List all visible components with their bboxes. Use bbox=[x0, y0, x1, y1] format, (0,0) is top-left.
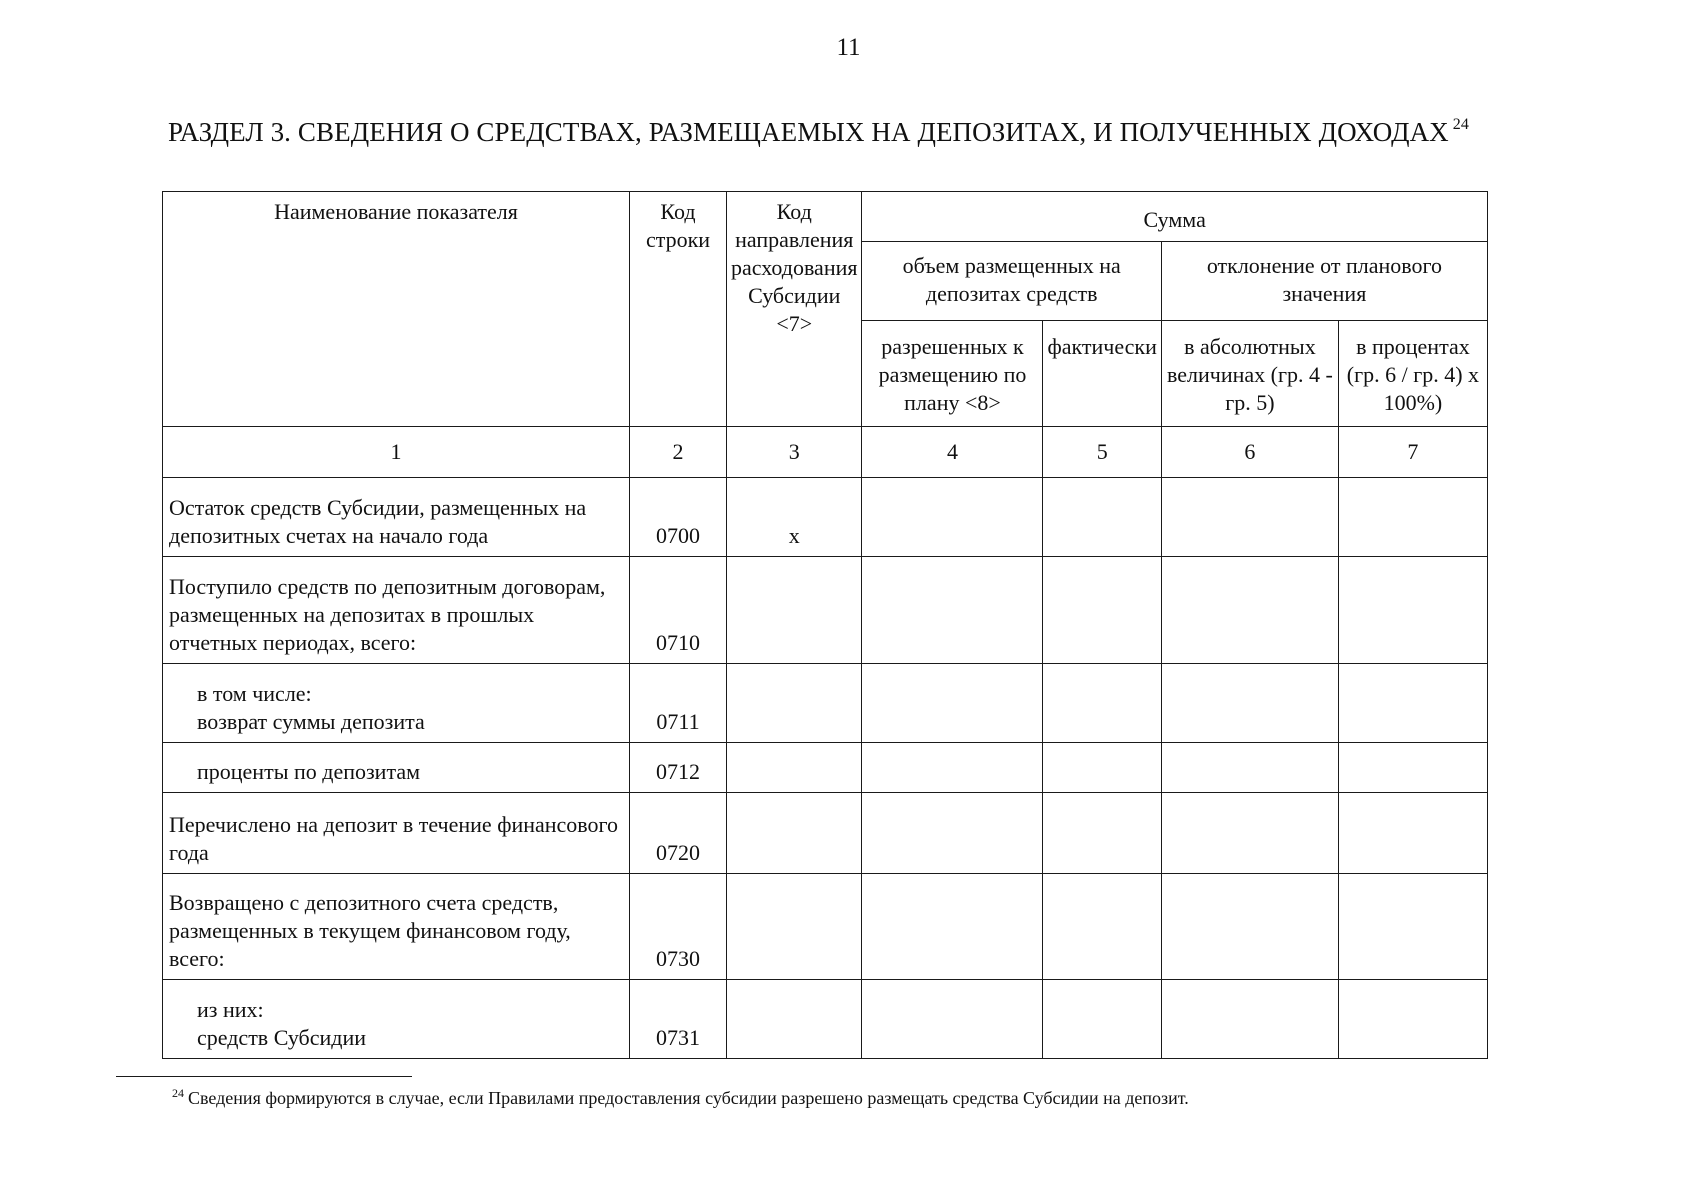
table-row bbox=[163, 874, 1488, 980]
row-name: Поступило средств по депозитным договорам, размещенных на депозитах в прошлых отчетных периодах, всего: bbox=[163, 557, 630, 664]
row-code: 0711 bbox=[630, 664, 727, 743]
table-row bbox=[163, 557, 1488, 664]
column-number-row bbox=[163, 427, 1488, 478]
table-row bbox=[163, 664, 1488, 743]
cell-absolute bbox=[1161, 557, 1338, 664]
footnote-mark: 24 bbox=[172, 1086, 184, 1100]
cell-percent bbox=[1338, 874, 1487, 980]
row-direction bbox=[727, 874, 862, 980]
section-title bbox=[168, 116, 1568, 148]
column-number: 5 bbox=[1043, 427, 1161, 478]
table-row bbox=[163, 793, 1488, 874]
row-direction bbox=[727, 793, 862, 874]
row-name bbox=[163, 980, 630, 1059]
footnote-divider bbox=[116, 1076, 412, 1077]
cell-planned bbox=[862, 664, 1043, 743]
cell-percent bbox=[1338, 793, 1487, 874]
row-code: 0700 bbox=[630, 478, 727, 557]
deposit-report-table bbox=[162, 191, 1488, 1059]
cell-planned bbox=[862, 793, 1043, 874]
cell-percent bbox=[1338, 980, 1487, 1059]
row-name-prefix: из них: bbox=[197, 997, 264, 1022]
cell-actual bbox=[1043, 874, 1161, 980]
cell-actual bbox=[1043, 743, 1161, 793]
column-number: 6 bbox=[1161, 427, 1338, 478]
cell-actual bbox=[1043, 980, 1161, 1059]
footnote bbox=[172, 1086, 1622, 1109]
row-direction: х bbox=[727, 478, 862, 557]
cell-actual bbox=[1043, 664, 1161, 743]
header-code: Код строки bbox=[630, 192, 727, 427]
cell-absolute bbox=[1161, 980, 1338, 1059]
header-absolute: в абсолютных величинах (гр. 4 - гр. 5) bbox=[1161, 321, 1338, 427]
cell-percent bbox=[1338, 664, 1487, 743]
cell-actual bbox=[1043, 478, 1161, 557]
table-row bbox=[163, 478, 1488, 557]
column-number: 3 bbox=[727, 427, 862, 478]
cell-absolute bbox=[1161, 874, 1338, 980]
table-row bbox=[163, 743, 1488, 793]
row-name: Возвращено с депозитного счета средств, размещенных в текущем финансовом году, всего: bbox=[163, 874, 630, 980]
row-direction bbox=[727, 664, 862, 743]
row-name bbox=[163, 664, 630, 743]
cell-planned bbox=[862, 743, 1043, 793]
header-direction: Код направления расходования Субсидии <7> bbox=[727, 192, 862, 427]
cell-planned bbox=[862, 557, 1043, 664]
cell-planned bbox=[862, 980, 1043, 1059]
cell-absolute bbox=[1161, 478, 1338, 557]
cell-planned bbox=[862, 874, 1043, 980]
header-volume: объем размещенных на депозитах средств bbox=[862, 242, 1161, 321]
cell-actual bbox=[1043, 557, 1161, 664]
cell-percent bbox=[1338, 478, 1487, 557]
header-planned: разрешенных к размещению по плану <8> bbox=[862, 321, 1043, 427]
row-name-prefix: в том числе: bbox=[197, 681, 312, 706]
cell-absolute bbox=[1161, 664, 1338, 743]
row-direction bbox=[727, 557, 862, 664]
cell-planned bbox=[862, 478, 1043, 557]
header-deviation: отклонение от планового значения bbox=[1161, 242, 1487, 321]
cell-percent bbox=[1338, 743, 1487, 793]
row-direction bbox=[727, 980, 862, 1059]
section-title-text: РАЗДЕЛ 3. СВЕДЕНИЯ О СРЕДСТВАХ, РАЗМЕЩАЕМЫХ НА ДЕПОЗИТАХ, И ПОЛУЧЕННЫХ ДОХОДАХ bbox=[168, 117, 1449, 147]
footnote-text: Сведения формируются в случае, если Правилами предоставления субсидии разрешено размещать средства Субсидии на депозит. bbox=[188, 1088, 1189, 1108]
row-name: Перечислено на депозит в течение финансового года bbox=[163, 793, 630, 874]
row-name: Остаток средств Субсидии, размещенных на депозитных счетах на начало года bbox=[163, 478, 630, 557]
header-sum: Сумма bbox=[862, 192, 1487, 242]
row-code: 0712 bbox=[630, 743, 727, 793]
row-code: 0720 bbox=[630, 793, 727, 874]
row-code: 0710 bbox=[630, 557, 727, 664]
row-name: проценты по депозитам bbox=[163, 743, 630, 793]
row-name-text: средств Субсидии bbox=[197, 1025, 367, 1050]
cell-percent bbox=[1338, 557, 1487, 664]
table-row bbox=[163, 980, 1488, 1059]
header-percent: в процентах (гр. 6 / гр. 4) х 100%) bbox=[1338, 321, 1487, 427]
row-code: 0730 bbox=[630, 874, 727, 980]
row-direction bbox=[727, 743, 862, 793]
page-number: 11 bbox=[836, 34, 861, 61]
column-number: 2 bbox=[630, 427, 727, 478]
row-name-text: возврат суммы депозита bbox=[197, 709, 425, 734]
cell-absolute bbox=[1161, 743, 1338, 793]
column-number: 4 bbox=[862, 427, 1043, 478]
column-number: 7 bbox=[1338, 427, 1487, 478]
row-code: 0731 bbox=[630, 980, 727, 1059]
cell-actual bbox=[1043, 793, 1161, 874]
cell-absolute bbox=[1161, 793, 1338, 874]
header-name: Наименование показателя bbox=[163, 192, 630, 427]
column-number: 1 bbox=[163, 427, 630, 478]
header-actual: фактически bbox=[1043, 321, 1161, 427]
section-footnote-ref: 24 bbox=[1452, 116, 1469, 133]
